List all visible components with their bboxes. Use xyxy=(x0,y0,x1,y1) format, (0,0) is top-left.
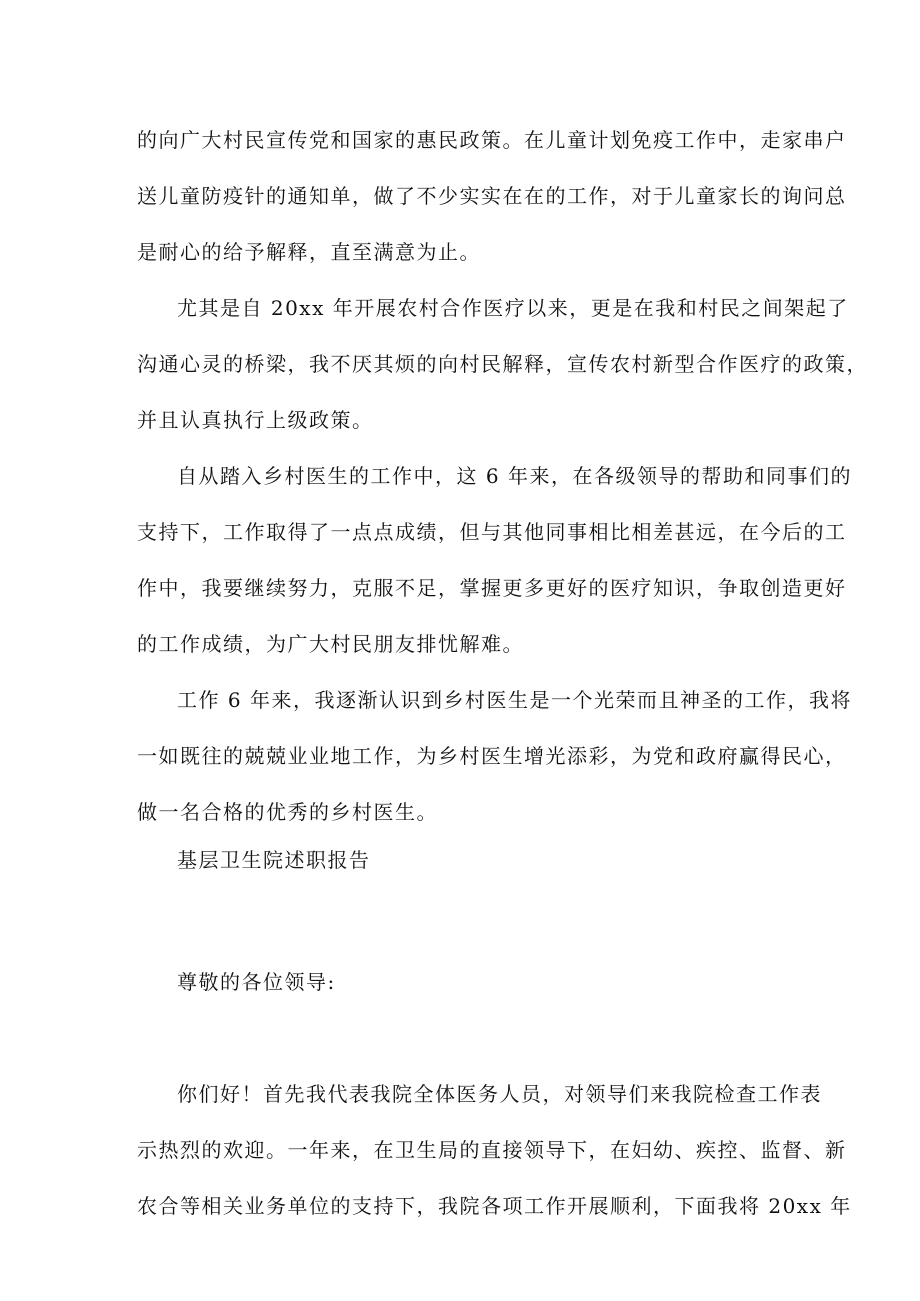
salutation: 尊敬的各位领导: xyxy=(177,970,336,994)
paragraph-line: 示热烈的欢迎。一年来，在卫生局的直接领导下，在妇幼、疾控、监督、新 xyxy=(137,1138,847,1162)
paragraph-line: 送儿童防疫针的通知单，做了不少实实在在的工作，对于儿童家长的询问总 xyxy=(137,184,847,208)
paragraph-line: 的向广大村民宣传党和国家的惠民政策。在儿童计划免疫工作中，走家串户 xyxy=(137,128,847,152)
paragraph-line: 做一名合格的优秀的乡村医生。 xyxy=(137,800,438,824)
paragraph-line: 工作 6 年来，我逐渐认识到乡村医生是一个光荣而且神圣的工作，我将 xyxy=(177,688,852,712)
paragraph-line: 农合等相关业务单位的支持下，我院各项工作开展顺利，下面我将 20xx 年 xyxy=(137,1194,852,1218)
section-title: 基层卫生院述职报告 xyxy=(177,848,371,872)
closing-paragraph xyxy=(137,1066,852,1234)
paragraph-line: 是耐心的给予解释，直至满意为止。 xyxy=(137,240,481,264)
salutation-block xyxy=(137,954,797,1010)
paragraph-line: 你们好！首先我代表我院全体医务人员，对领导们来我院检查工作表 xyxy=(177,1082,822,1106)
paragraph-3 xyxy=(137,448,852,672)
paragraph-line: 尤其是自 20xx 年开展农村合作医疗以来，更是在我和村民之间架起了 xyxy=(177,296,849,320)
section-title-block xyxy=(137,832,797,888)
paragraph-line: 自从踏入乡村医生的工作中，这 6 年来，在各级领导的帮助和同事们的 xyxy=(177,464,852,488)
paragraph-2 xyxy=(137,280,868,448)
paragraph-line: 并且认真执行上级政策。 xyxy=(137,408,374,432)
paragraph-line: 支持下，工作取得了一点点成绩，但与其他同事相比相差甚远，在今后的工 xyxy=(137,520,847,544)
paragraph-4 xyxy=(137,672,852,840)
paragraph-line: 沟通心灵的桥梁，我不厌其烦的向村民解释，宣传农村新型合作医疗的政策， xyxy=(137,352,868,376)
paragraph-line: 作中，我要继续努力，克服不足，掌握更多更好的医疗知识，争取创造更好 xyxy=(137,576,847,600)
paragraph-1 xyxy=(137,112,847,280)
paragraph-line: 的工作成绩，为广大村民朋友排忧解难。 xyxy=(137,632,524,656)
paragraph-line: 一如既往的兢兢业业地工作，为乡村医生增光添彩，为党和政府赢得民心， xyxy=(137,744,847,768)
